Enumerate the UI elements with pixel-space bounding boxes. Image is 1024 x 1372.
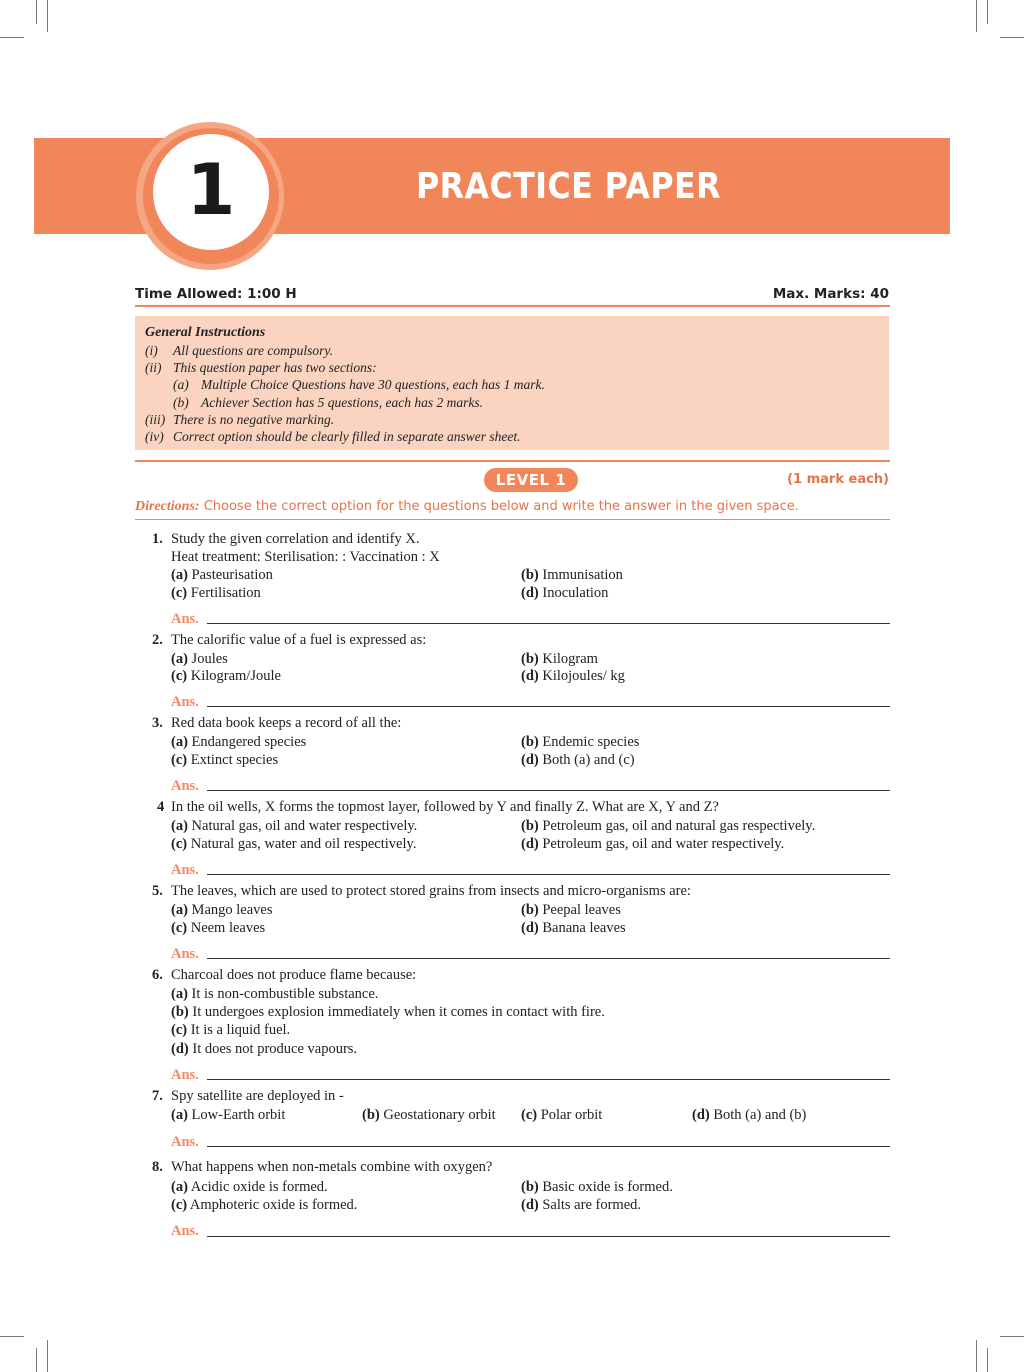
question-text: The calorific value of a fuel is expressed as: bbox=[171, 632, 427, 648]
question-number: 3. bbox=[152, 715, 163, 731]
instruction-line bbox=[173, 395, 483, 411]
instruction-num: (i) bbox=[145, 343, 158, 358]
option: (a) Acidic oxide is formed. bbox=[171, 1179, 328, 1195]
option: (a) Low-Earth orbit bbox=[171, 1107, 286, 1123]
question-text: Charcoal does not produce flame because: bbox=[171, 967, 417, 983]
instruction-num: (iii) bbox=[145, 412, 166, 427]
crop-mark bbox=[36, 1348, 37, 1372]
instruction-text: Multiple Choice Questions have 30 questions, each has 1 mark. bbox=[201, 377, 545, 392]
instruction-line bbox=[145, 429, 520, 445]
instruction-text: This question paper has two sections: bbox=[173, 360, 377, 375]
answer-line[interactable] bbox=[207, 623, 890, 624]
option: (d) Kilojoules/ kg bbox=[521, 668, 625, 684]
option: (b) Geostationary orbit bbox=[362, 1107, 496, 1123]
question-number: 5. bbox=[152, 883, 163, 899]
option: (d) Banana leaves bbox=[521, 920, 626, 936]
crop-mark bbox=[0, 37, 24, 38]
question-number: 6. bbox=[152, 967, 163, 983]
instruction-line bbox=[145, 360, 377, 376]
option: (a) It is non-combustible substance. bbox=[171, 986, 379, 1002]
divider bbox=[135, 305, 890, 307]
option: (a) Mango leaves bbox=[171, 902, 273, 918]
level-badge: LEVEL 1 bbox=[484, 468, 578, 492]
answer-line[interactable] bbox=[207, 1236, 890, 1237]
option: (b) Immunisation bbox=[521, 567, 623, 583]
instruction-num: (iv) bbox=[145, 429, 164, 444]
option: (d) Both (a) and (c) bbox=[521, 752, 635, 768]
answer-label: Ans. bbox=[171, 946, 199, 962]
crop-mark bbox=[987, 0, 988, 24]
instruction-text: All questions are compulsory. bbox=[173, 343, 333, 358]
question-number: 2. bbox=[152, 632, 163, 648]
option: (c) Neem leaves bbox=[171, 920, 266, 936]
answer-label: Ans. bbox=[171, 778, 199, 794]
max-marks: Max. Marks: 40 bbox=[772, 286, 889, 302]
option: (d) Inoculation bbox=[521, 585, 609, 601]
instruction-num: (a) bbox=[173, 377, 189, 392]
instruction-line bbox=[145, 412, 334, 428]
crop-mark bbox=[47, 0, 48, 32]
answer-label: Ans. bbox=[171, 611, 199, 627]
question-text: Study the given correlation and identify X. bbox=[171, 531, 420, 547]
paper-number: 1 bbox=[186, 149, 236, 231]
crop-mark bbox=[36, 0, 37, 24]
crop-mark bbox=[976, 1340, 977, 1372]
meta-row bbox=[135, 286, 889, 302]
option: (d) Salts are formed. bbox=[521, 1197, 642, 1213]
question-number: 8. bbox=[152, 1159, 163, 1175]
option: (b) Endemic species bbox=[521, 734, 640, 750]
answer-label: Ans. bbox=[171, 1134, 199, 1150]
general-instructions bbox=[135, 316, 889, 450]
option: (c) Natural gas, water and oil respectively. bbox=[171, 836, 417, 852]
instruction-num: (b) bbox=[173, 395, 189, 410]
option: (c) It is a liquid fuel. bbox=[171, 1022, 291, 1038]
option: (d) Both (a) and (b) bbox=[692, 1107, 807, 1123]
option: (b) Kilogram bbox=[521, 651, 598, 667]
instruction-text: There is no negative marking. bbox=[173, 412, 335, 427]
answer-line[interactable] bbox=[207, 790, 890, 791]
option: (d) It does not produce vapours. bbox=[171, 1041, 358, 1057]
question-text: The leaves, which are used to protect stored grains from insects and micro-organisms are: bbox=[171, 883, 691, 899]
answer-label: Ans. bbox=[171, 1223, 199, 1239]
question-number: 7. bbox=[152, 1088, 163, 1104]
option: (b) Peepal leaves bbox=[521, 902, 621, 918]
option: (c) Extinct species bbox=[171, 752, 279, 768]
answer-line[interactable] bbox=[207, 706, 890, 707]
instruction-text: Achiever Section has 5 questions, each has 2 marks. bbox=[201, 395, 483, 410]
question-text: What happens when non-metals combine with oxygen? bbox=[171, 1159, 493, 1175]
answer-label: Ans. bbox=[171, 1067, 199, 1083]
option: (c) Kilogram/Joule bbox=[171, 668, 281, 684]
question-number: 1. bbox=[152, 531, 163, 547]
instruction-line bbox=[173, 377, 545, 393]
option: (d) Petroleum gas, oil and water respectively. bbox=[521, 836, 785, 852]
instruction-line bbox=[145, 343, 333, 359]
option: (c) Polar orbit bbox=[521, 1107, 603, 1123]
time-allowed: Time Allowed: 1:00 H bbox=[135, 286, 297, 302]
directions-text: Choose the correct option for the questions below and write the answer in the given space. bbox=[203, 499, 799, 514]
instruction-num: (ii) bbox=[145, 360, 162, 375]
answer-line[interactable] bbox=[207, 958, 890, 959]
crop-mark bbox=[976, 0, 977, 32]
answer-line[interactable] bbox=[207, 1079, 890, 1080]
question-text: Heat treatment: Sterilisation: : Vaccination : X bbox=[171, 549, 440, 565]
answer-label: Ans. bbox=[171, 862, 199, 878]
crop-mark bbox=[1000, 1336, 1024, 1337]
crop-mark bbox=[987, 1348, 988, 1372]
answer-line[interactable] bbox=[207, 1146, 890, 1147]
option: (b) It undergoes explosion immediately when it comes in contact with fire. bbox=[171, 1004, 605, 1020]
directions bbox=[135, 499, 799, 515]
paper-title: PRACTICE PAPER bbox=[416, 166, 721, 207]
option: (a) Pasteurisation bbox=[171, 567, 273, 583]
option: (c) Fertilisation bbox=[171, 585, 261, 601]
answer-line[interactable] bbox=[207, 874, 890, 875]
option: (b) Basic oxide is formed. bbox=[521, 1179, 673, 1195]
question-number: 4 bbox=[157, 799, 165, 815]
divider bbox=[135, 519, 890, 520]
crop-mark bbox=[1000, 37, 1024, 38]
option: (b) Petroleum gas, oil and natural gas respectively. bbox=[521, 818, 816, 834]
option: (a) Joules bbox=[171, 651, 228, 667]
question-text: Spy satellite are deployed in - bbox=[171, 1088, 344, 1104]
crop-mark bbox=[0, 1336, 24, 1337]
option: (a) Natural gas, oil and water respectively. bbox=[171, 818, 418, 834]
number-badge bbox=[153, 134, 269, 250]
question-text: In the oil wells, X forms the topmost layer, followed by Y and finally Z. What are X, Y and Z? bbox=[171, 799, 719, 815]
instruction-text: Correct option should be clearly filled in separate answer sheet. bbox=[173, 429, 521, 444]
divider bbox=[135, 460, 890, 462]
option: (a) Endangered species bbox=[171, 734, 307, 750]
crop-mark bbox=[47, 1340, 48, 1372]
instructions-title: General Instructions bbox=[145, 325, 266, 340]
question-text: Red data book keeps a record of all the: bbox=[171, 715, 402, 731]
marks-per-question: (1 mark each) bbox=[787, 472, 889, 487]
option: (c) Amphoteric oxide is formed. bbox=[171, 1197, 358, 1213]
directions-label: Directions: bbox=[135, 499, 200, 514]
answer-label: Ans. bbox=[171, 694, 199, 710]
